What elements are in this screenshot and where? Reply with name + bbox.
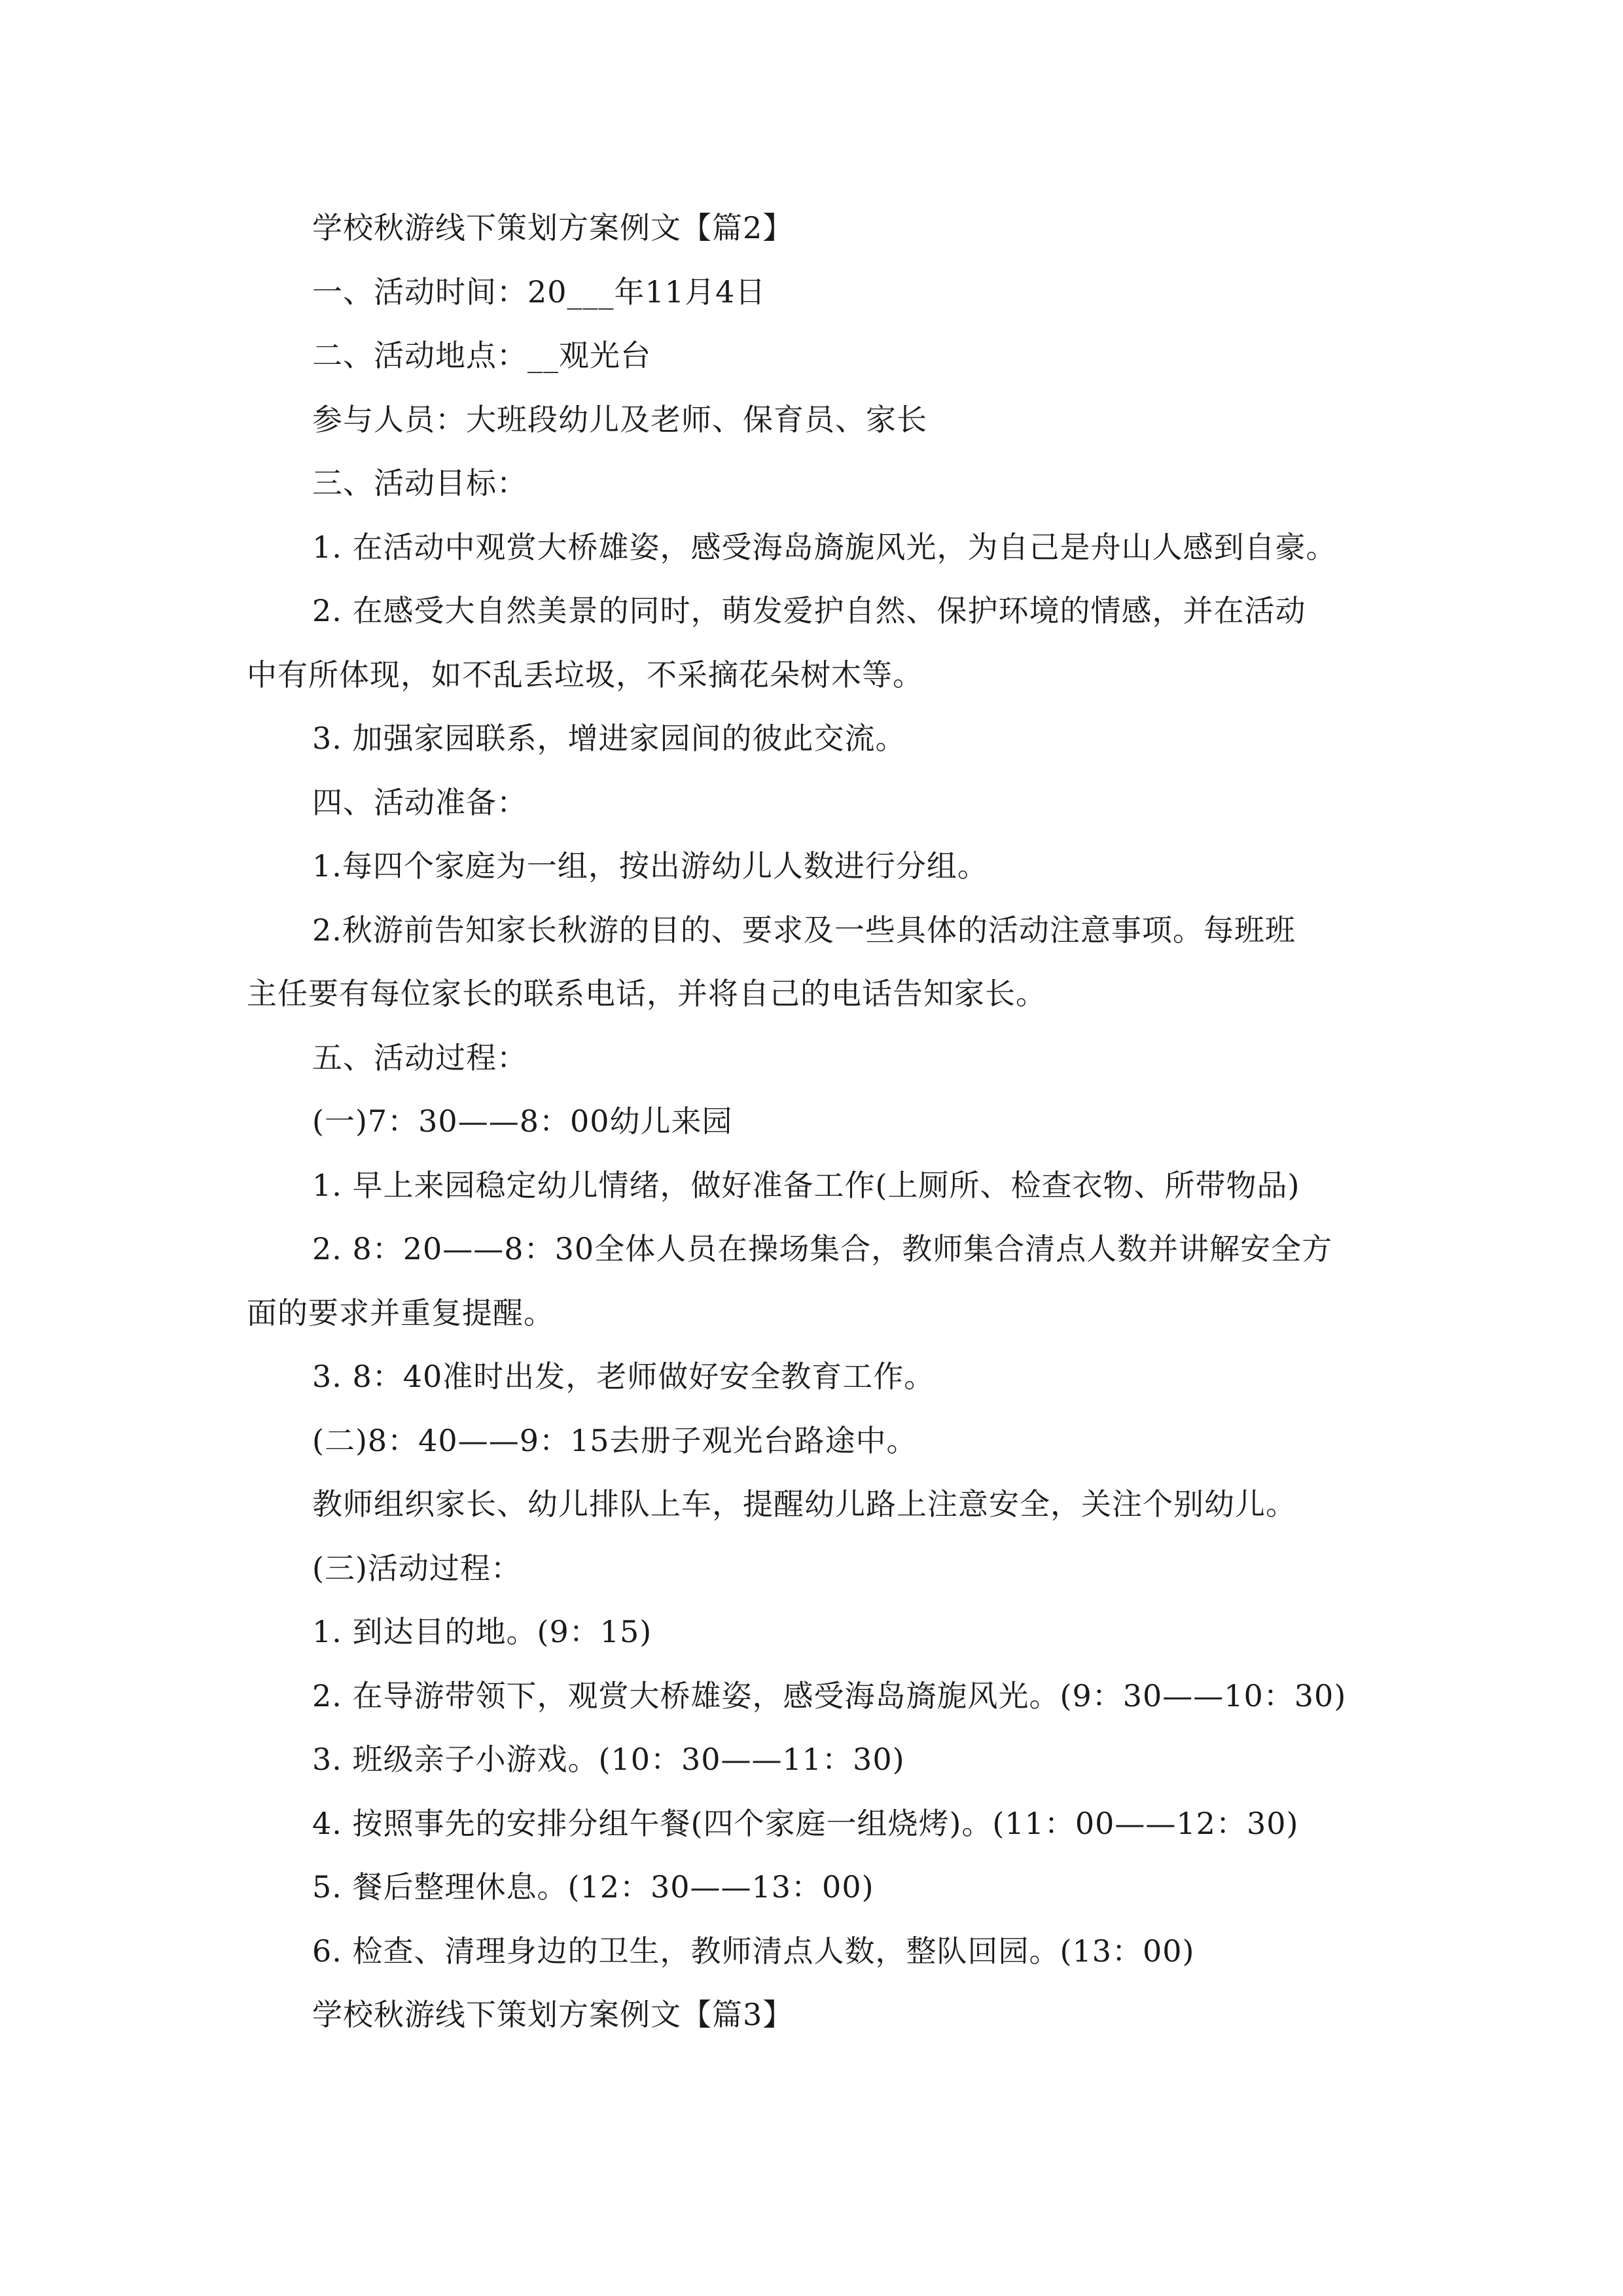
text-line: (一)7：30——8：00幼儿来园 [312,1103,733,1139]
text-line: 1. 到达目的地。(9：15) [312,1614,652,1649]
text-line: 学校秋游线下策划方案例文【篇3】 [312,1997,794,2032]
text-line: 2. 在导游带领下，观赏大桥雄姿，感受海岛旖旎风光。(9：30——10：30) [312,1677,1347,1713]
text-line: 面的要求并重复提醒。 [247,1295,554,1331]
text-line: 参与人员：大班段幼儿及老师、保育员、家长 [312,401,927,437]
text-line: 教师组织家长、幼儿排队上车，提醒幼儿路上注意安全，关注个别幼儿。 [312,1486,1296,1522]
text-line: 中有所体现，如不乱丢垃圾，不采摘花朵树木等。 [247,656,923,692]
text-line: 4. 按照事先的安排分组午餐(四个家庭一组烧烤)。(11：00——12：30) [312,1805,1299,1841]
text-line: (二)8：40——9：15去册子观光台路途中。 [312,1422,918,1458]
text-line: 2. 8：20——8：30全体人员在操场集合，教师集合清点人数并讲解安全方 [312,1231,1333,1266]
text-line: 1. 早上来园稳定幼儿情绪，做好准备工作(上厕所、检查衣物、所带物品) [312,1167,1300,1203]
text-line: (三)活动过程： [312,1550,522,1586]
text-line: 3. 8：40准时出发，老师做好安全教育工作。 [312,1359,935,1394]
text-line: 3. 班级亲子小游戏。(10：30——11：30) [312,1742,905,1777]
text-line: 二、活动地点：__观光台 [312,338,651,373]
text-line: 四、活动准备： [312,784,527,820]
text-line: 三、活动目标： [312,465,527,501]
text-line: 1. 在活动中观赏大桥雄姿，感受海岛旖旎风光，为自己是舟山人感到自豪。 [312,529,1337,565]
text-line: 一、活动时间：20___年11月4日 [312,274,766,310]
text-line: 五、活动过程： [312,1039,527,1075]
text-line: 1.每四个家庭为一组，按出游幼儿人数进行分组。 [312,848,988,884]
text-line: 主任要有每位家长的联系电话，并将自己的电话告知家长。 [247,976,1046,1011]
text-line: 2.秋游前告知家长秋游的目的、要求及一些具体的活动注意事项。每班班 [312,912,1296,948]
text-line: 3. 加强家园联系，增进家园间的彼此交流。 [312,721,906,756]
text-line: 6. 检查、清理身边的卫生，教师清点人数，整队回园。(13：00) [312,1933,1195,1969]
text-line: 2. 在感受大自然美景的同时，萌发爱护自然、保护环境的情感，并在活动 [312,593,1306,628]
text-line: 学校秋游线下策划方案例文【篇2】 [312,210,794,245]
text-line: 5. 餐后整理休息。(12：30——13：00) [312,1869,874,1905]
document-body [247,196,1379,2047]
